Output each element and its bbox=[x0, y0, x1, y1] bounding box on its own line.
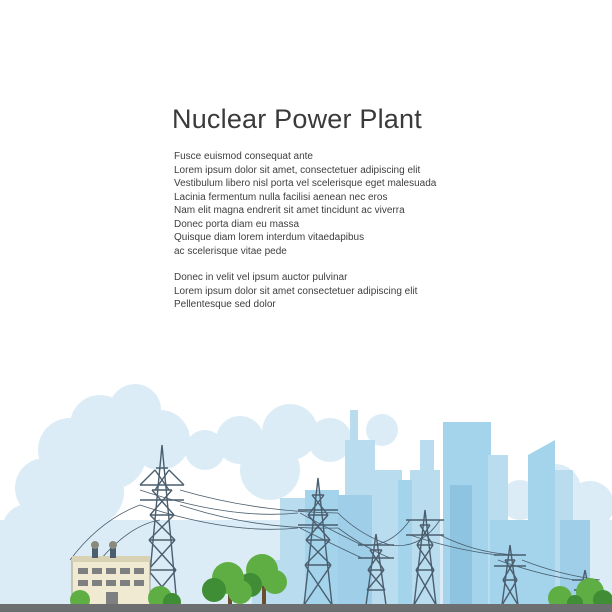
industrial-landscape-illustration bbox=[0, 380, 612, 612]
text-line: Lorem ipsum dolor sit amet consectetuer adipiscing elit bbox=[174, 285, 418, 297]
text-line: Lorem ipsum dolor sit amet, consectetuer adipiscing elit bbox=[174, 164, 421, 176]
text-line: Nam elit magna endrerit sit amet tincidunt ac viverra bbox=[174, 205, 405, 216]
text-line: Pellentesque sed dolor bbox=[174, 299, 276, 310]
text-line: Lacinia fermentum nulla facilisi aenean nec eros bbox=[174, 191, 388, 203]
page-title: Nuclear Power Plant bbox=[172, 104, 422, 134]
text-line: Fusce euismod consequat ante bbox=[174, 151, 313, 162]
paragraph-1 bbox=[174, 150, 474, 258]
text-line: ac scelerisque vitae pede bbox=[174, 245, 287, 257]
text-line: Quisque diam lorem interdum vitaedapibus bbox=[174, 232, 365, 243]
ground bbox=[0, 604, 612, 612]
text-line: Donec porta diam eu massa bbox=[174, 218, 300, 230]
paragraph-2 bbox=[174, 271, 474, 312]
text-line: Donec in velit vel ipsum auctor pulvinar bbox=[174, 272, 348, 283]
text-line: Vestibulum libero nisl porta vel scelerisque eget malesuada bbox=[174, 178, 437, 189]
body-text bbox=[174, 150, 474, 312]
